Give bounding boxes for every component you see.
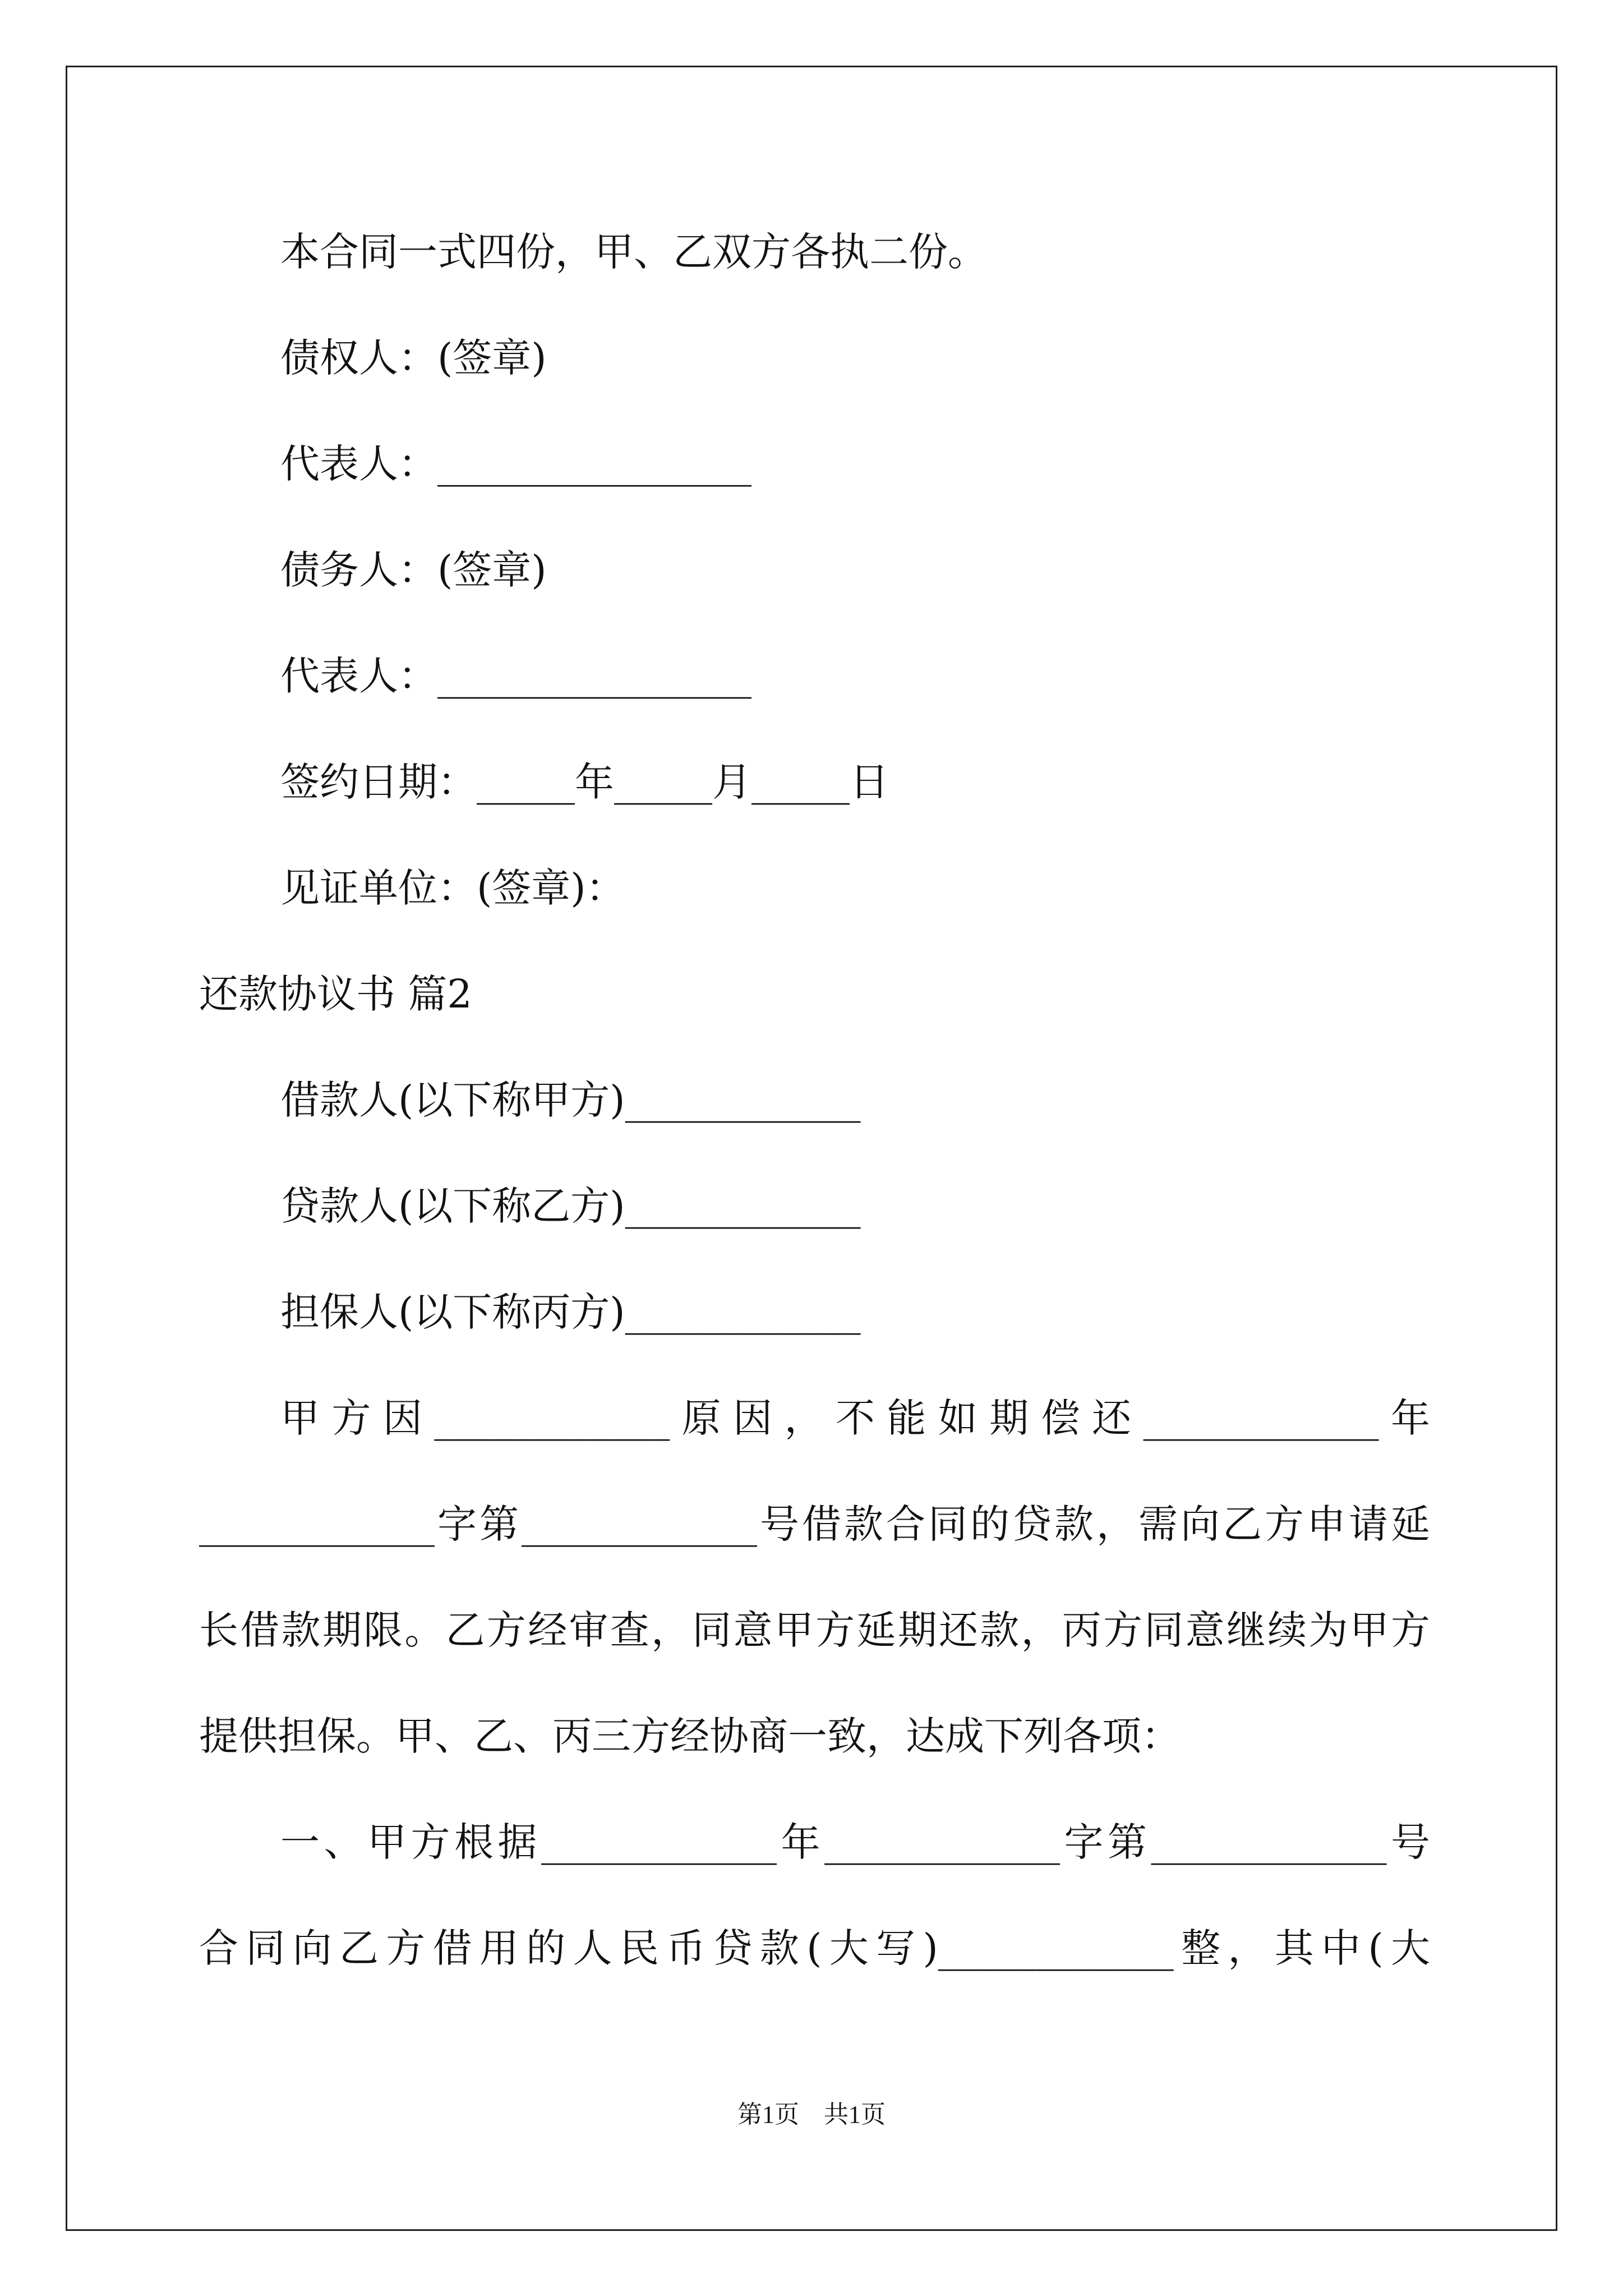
contract-copies-clause: 本合同一式四份，甲、乙双方各执二份。 xyxy=(280,229,987,275)
paragraph-line-1: 甲方因____________原因，不能如期偿还____________年 xyxy=(280,1395,1430,1441)
debtor-representative-line: 代表人：________________ xyxy=(280,653,751,699)
page-number-footer: 第1页 共1页 xyxy=(737,2101,886,2128)
clause-one-line-2: 合同向乙方借用的人民币贷款(大写)____________整，其中(大 xyxy=(199,1925,1430,1971)
signing-date-line: 签约日期：_____年_____月_____日 xyxy=(280,759,889,805)
paragraph-line-3: 长借款期限。乙方经审查，同意甲方延期还款，丙方同意继续为甲方 xyxy=(199,1607,1430,1653)
witness-unit-line: 见证单位：(签章)： xyxy=(280,865,625,911)
section-heading: 还款协议书 篇2 xyxy=(199,971,472,1017)
clause-one-line-1: 一、甲方根据____________年____________字第____________号 xyxy=(280,1819,1430,1865)
page-border xyxy=(66,66,1557,2231)
lender-line: 贷款人(以下称乙方)____________ xyxy=(280,1183,861,1229)
borrower-line: 借款人(以下称甲方)____________ xyxy=(280,1077,861,1123)
creditor-signature-line: 债权人：(签章) xyxy=(280,335,547,381)
paragraph-line-2: ____________字第____________号借款合同的贷款，需向乙方申请延 xyxy=(199,1501,1430,1547)
debtor-signature-line: 债务人：(签章) xyxy=(280,547,547,593)
guarantor-line: 担保人(以下称丙方)____________ xyxy=(280,1289,861,1335)
paragraph-line-4: 提供担保。甲、乙、丙三方经协商一致，达成下列各项： xyxy=(199,1713,1181,1759)
creditor-representative-line: 代表人：________________ xyxy=(280,441,751,487)
